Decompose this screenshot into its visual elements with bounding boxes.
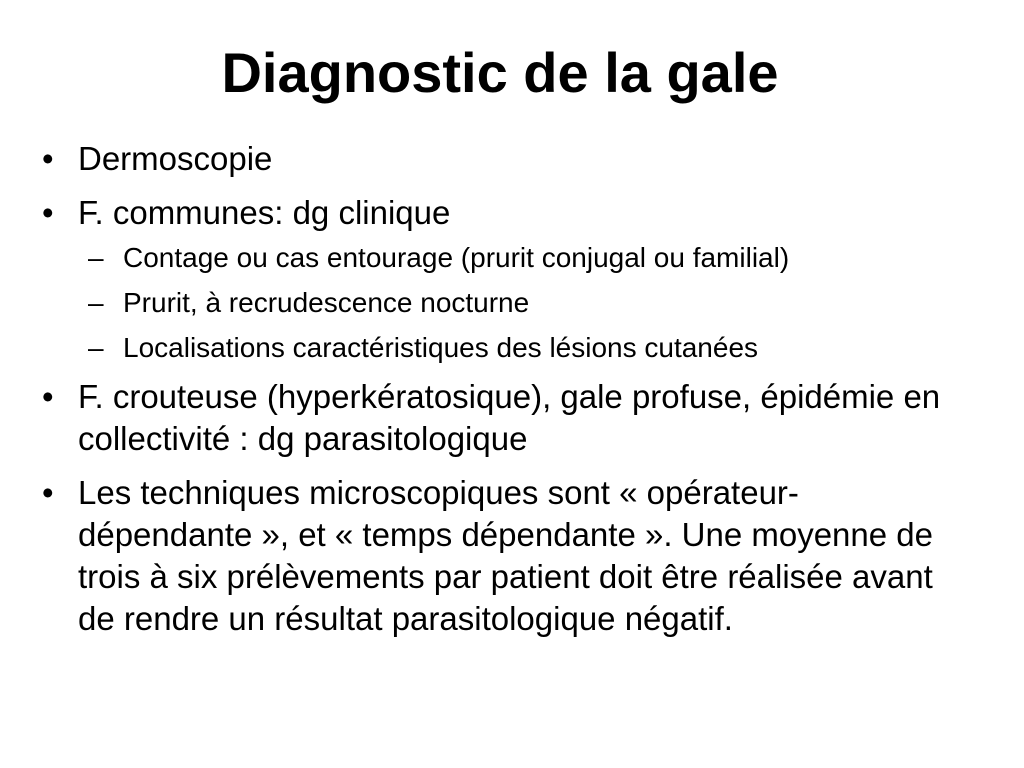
bullet-item-forme-crouteuse — [42, 376, 972, 460]
bullet-text: F. communes: dg clinique — [78, 194, 451, 231]
slide-title: Diagnostic de la gale — [221, 41, 779, 104]
sub-bullet-marker: – — [88, 287, 104, 318]
sub-bullet-item-localisations — [42, 330, 972, 366]
bullet-list — [42, 138, 972, 652]
sub-bullet-list — [42, 240, 972, 366]
bullet-marker: • — [42, 474, 54, 511]
bullet-marker: • — [42, 378, 54, 415]
bullet-item-dermoscopie — [42, 138, 972, 180]
bullet-marker: • — [42, 140, 54, 177]
bullet-text: F. crouteuse (hyperkératosique), gale profuse, épidémie en collectivité : dg parasitologique — [78, 378, 941, 457]
sub-bullet-marker: – — [88, 242, 104, 273]
bullet-text: Dermoscopie — [78, 140, 273, 177]
sublist-container — [42, 240, 972, 366]
bullet-marker: • — [42, 194, 54, 231]
sub-bullet-text: Localisations caractéristiques des lésions cutanées — [123, 332, 759, 363]
bullet-item-formes-communes — [42, 192, 972, 234]
bullet-text: Les techniques microscopiques sont « opérateur-dépendante », et « temps dépendante ». Une moyenne de trois à six prélèvements par patient doit être réalisée avant de rendre un résultat parasitologique négatif. — [78, 474, 933, 637]
sub-bullet-text: Contage ou cas entourage (prurit conjugal ou familial) — [123, 242, 790, 273]
bullet-item-techniques-microscopiques — [42, 472, 972, 640]
sub-bullet-item-contage — [42, 240, 972, 276]
sub-bullet-marker: – — [88, 332, 104, 363]
sub-bullet-text: Prurit, à recrudescence nocturne — [123, 287, 530, 318]
sub-bullet-item-prurit — [42, 285, 972, 321]
